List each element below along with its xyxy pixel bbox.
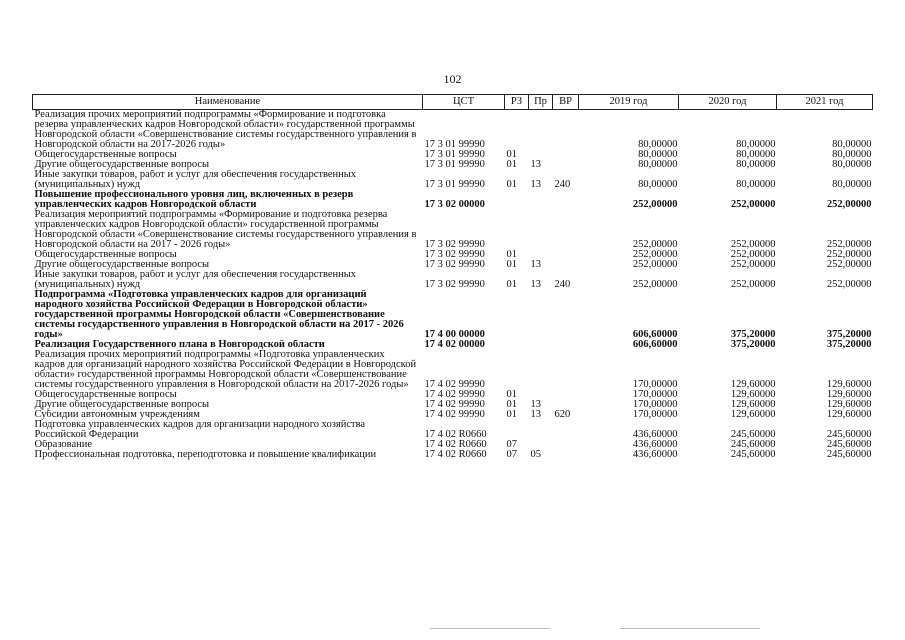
budget-table <box>32 94 873 460</box>
cell-name: Реализация прочих мероприятий подпрограммы «Формирование и подготовка резерва управленческих кадров Новгородской области» государственной программы Новгородской области «Совершенствование системы государственного управления в Новгородской области на 2017-2026 годы» <box>34 109 417 150</box>
cell-pr <box>529 150 553 160</box>
cell-rz <box>505 210 529 250</box>
cell-y2019: 252,00000 <box>632 279 678 290</box>
cell-vr <box>553 440 579 450</box>
cell-y2019: 252,00000 <box>632 260 678 270</box>
table-row <box>33 420 873 440</box>
cell-name: Профессиональная подготовка, переподготовка и повышение квалификации <box>34 450 377 460</box>
cell-y2021: 252,00000 <box>826 260 872 270</box>
table-row <box>33 410 873 420</box>
cell-rz: 07 <box>506 440 517 450</box>
cell-y2020: 80,00000 <box>736 179 776 190</box>
cell-y2019: 170,00000 <box>632 410 678 420</box>
cell-vr <box>553 350 579 390</box>
cell-y2020: 252,00000 <box>730 250 776 260</box>
cell-y2019: 436,60000 <box>632 450 678 460</box>
header-cst: ЦСТ <box>423 95 505 110</box>
page-number: 102 <box>443 72 462 86</box>
cell-y2020: 129,60000 <box>730 379 776 390</box>
cell-vr <box>553 160 579 170</box>
cell-y2020: 80,00000 <box>736 160 776 170</box>
cell-vr <box>553 390 579 400</box>
cell-rz <box>505 420 529 440</box>
cell-y2021: 80,00000 <box>832 160 872 170</box>
cell-y2019: 436,60000 <box>632 440 678 450</box>
cell-rz: 01 <box>506 160 517 170</box>
cell-cst: 17 3 01 99990 <box>424 150 485 160</box>
cell-name: Иные закупки товаров, работ и услуг для обеспечения государственных (муниципальных) нужд <box>34 270 357 290</box>
cell-pr <box>529 420 553 440</box>
cell-name: Иные закупки товаров, работ и услуг для обеспечения государственных (муниципальных) нужд <box>34 170 357 190</box>
cell-rz: 01 <box>506 260 517 270</box>
cell-y2021: 375,20000 <box>826 340 872 350</box>
cell-y2021: 375,20000 <box>826 329 872 340</box>
cell-cst: 17 3 01 99990 <box>424 179 485 190</box>
scan-artifact <box>430 628 550 629</box>
cell-y2021: 252,00000 <box>826 250 872 260</box>
table-row <box>33 250 873 260</box>
cell-y2021: 129,60000 <box>826 400 872 410</box>
cell-cst: 17 4 02 R0660 <box>424 450 487 460</box>
cell-pr <box>529 390 553 400</box>
cell-y2019: 170,00000 <box>632 379 678 390</box>
cell-vr <box>553 110 579 151</box>
cell-y2019: 80,00000 <box>638 150 678 160</box>
cell-y2020: 129,60000 <box>730 410 776 420</box>
cell-vr <box>553 290 579 340</box>
cell-vr <box>553 340 579 350</box>
table-row <box>33 340 873 350</box>
cell-y2019: 80,00000 <box>638 139 678 150</box>
cell-y2021: 252,00000 <box>826 279 872 290</box>
table-row <box>33 270 873 290</box>
cell-rz <box>505 110 529 151</box>
cell-y2020: 245,60000 <box>730 429 776 440</box>
cell-y2019: 80,00000 <box>638 179 678 190</box>
cell-y2021: 80,00000 <box>832 139 872 150</box>
table-row <box>33 450 873 460</box>
cell-y2019: 170,00000 <box>632 390 678 400</box>
cell-name: Общегосударственные вопросы <box>34 250 177 260</box>
cell-rz: 01 <box>506 179 517 190</box>
cell-cst: 17 4 02 00000 <box>424 340 485 350</box>
cell-pr: 13 <box>530 260 541 270</box>
cell-y2021: 129,60000 <box>826 410 872 420</box>
table-row <box>33 440 873 450</box>
cell-name: Реализация прочих мероприятий подпрограммы «Подготовка управленческих кадров для организаций народного хозяйства Российской Федерации в Новгородской области» государственной программы Новгородской области «Совершенствование системы государственного управления в Новгородской области на 2017-2026 годы» <box>34 350 417 390</box>
header-rz: РЗ <box>505 95 529 110</box>
cell-y2020: 252,00000 <box>730 260 776 270</box>
cell-rz: 01 <box>506 410 517 420</box>
cell-pr: 05 <box>530 450 541 460</box>
cell-name: Реализация мероприятий подпрограммы «Формирование и подготовка резерва управленческих кадров Новгородской области» государственной программы Новгородской области «Совершенствование системы государственного управления в Новгородской области на 2017 - 2026 годы» <box>34 210 417 250</box>
cell-y2019: 436,60000 <box>632 429 678 440</box>
cell-vr <box>553 190 579 210</box>
cell-rz <box>505 290 529 340</box>
cell-rz: 01 <box>506 279 517 290</box>
cell-y2020: 252,00000 <box>730 239 776 250</box>
cell-y2019: 170,00000 <box>632 400 678 410</box>
cell-y2019: 252,00000 <box>632 250 678 260</box>
table-row <box>33 150 873 160</box>
table-row <box>33 290 873 340</box>
cell-name: Субсидии автономным учреждениям <box>34 410 200 420</box>
cell-cst: 17 3 02 00000 <box>424 199 485 210</box>
cell-y2019: 80,00000 <box>638 160 678 170</box>
cell-pr <box>529 210 553 250</box>
table-header-row <box>33 95 873 110</box>
cell-pr <box>529 110 553 151</box>
cell-pr: 13 <box>530 160 541 170</box>
cell-y2021: 252,00000 <box>826 199 872 210</box>
cell-y2021: 245,60000 <box>826 440 872 450</box>
cell-cst: 17 3 02 99990 <box>424 250 485 260</box>
cell-pr <box>529 290 553 340</box>
cell-vr: 240 <box>554 279 571 290</box>
table-body <box>33 110 873 461</box>
cell-y2020: 252,00000 <box>730 279 776 290</box>
table-row <box>33 110 873 151</box>
cell-y2019: 252,00000 <box>632 199 678 210</box>
cell-y2020: 252,00000 <box>730 199 776 210</box>
cell-rz: 01 <box>506 390 517 400</box>
cell-pr <box>529 350 553 390</box>
cell-vr <box>553 150 579 160</box>
cell-y2020: 129,60000 <box>730 400 776 410</box>
cell-y2020: 245,60000 <box>730 440 776 450</box>
header-2021: 2021 год <box>777 95 873 110</box>
cell-y2020: 375,20000 <box>730 329 776 340</box>
cell-rz: 01 <box>506 250 517 260</box>
cell-rz <box>505 340 529 350</box>
header-name: Наименование <box>33 95 423 110</box>
table-row <box>33 390 873 400</box>
cell-vr <box>553 420 579 440</box>
cell-name: Подпрограмма «Подготовка управленческих кадров для организаций народного хозяйства Российской Федерации в Новгородской области» государственной программы Новгородской области «Совершенствование системы государственного управления в Новгородской области на 2017 - 2026 годы» <box>34 290 404 340</box>
cell-y2021: 245,60000 <box>826 450 872 460</box>
cell-name: Другие общегосударственные вопросы <box>34 160 210 170</box>
header-2019: 2019 год <box>579 95 679 110</box>
table-row <box>33 190 873 210</box>
cell-pr <box>529 190 553 210</box>
cell-cst: 17 4 00 00000 <box>424 329 485 340</box>
cell-rz: 01 <box>506 400 517 410</box>
cell-vr <box>553 250 579 260</box>
cell-y2019: 606,60000 <box>632 340 678 350</box>
cell-vr <box>553 260 579 270</box>
cell-vr <box>553 450 579 460</box>
cell-name: Повышение профессионального уровня лиц, включенных в резерв управленческих кадров Новгородской области <box>34 190 354 210</box>
cell-cst: 17 3 02 99990 <box>424 279 485 290</box>
cell-rz: 01 <box>506 150 517 160</box>
cell-vr: 240 <box>554 179 571 190</box>
table-row <box>33 400 873 410</box>
cell-cst: 17 3 01 99990 <box>424 160 485 170</box>
cell-y2019: 606,60000 <box>632 329 678 340</box>
cell-pr <box>529 250 553 260</box>
cell-y2021: 245,60000 <box>826 429 872 440</box>
cell-y2020: 129,60000 <box>730 390 776 400</box>
cell-cst: 17 4 02 R0660 <box>424 440 487 450</box>
cell-y2019: 252,00000 <box>632 239 678 250</box>
cell-pr <box>529 440 553 450</box>
header-2020: 2020 год <box>679 95 777 110</box>
cell-cst: 17 3 02 99990 <box>424 260 485 270</box>
cell-vr <box>553 400 579 410</box>
table-row <box>33 260 873 270</box>
cell-rz <box>505 350 529 390</box>
cell-name: Образование <box>34 440 93 450</box>
cell-y2021: 252,00000 <box>826 239 872 250</box>
scan-artifact <box>620 628 760 629</box>
cell-y2020: 245,60000 <box>730 450 776 460</box>
cell-cst: 17 3 01 99990 <box>424 139 485 150</box>
cell-name: Реализация Государственного плана в Новгородской области <box>34 340 325 350</box>
cell-y2020: 375,20000 <box>730 340 776 350</box>
cell-name: Другие общегосударственные вопросы <box>34 400 210 410</box>
cell-y2021: 129,60000 <box>826 379 872 390</box>
table-row <box>33 170 873 190</box>
cell-y2020: 80,00000 <box>736 139 776 150</box>
cell-y2021: 80,00000 <box>832 150 872 160</box>
cell-name: Общегосударственные вопросы <box>34 390 177 400</box>
cell-rz <box>505 190 529 210</box>
cell-y2020: 80,00000 <box>736 150 776 160</box>
cell-pr: 13 <box>530 279 541 290</box>
table-row <box>33 210 873 250</box>
cell-cst: 17 4 02 99990 <box>424 410 485 420</box>
table-row <box>33 160 873 170</box>
cell-cst: 17 3 02 99990 <box>424 239 485 250</box>
cell-cst: 17 4 02 R0660 <box>424 429 487 440</box>
cell-cst: 17 4 02 99990 <box>424 390 485 400</box>
cell-name: Другие общегосударственные вопросы <box>34 260 210 270</box>
cell-cst: 17 4 02 99990 <box>424 379 485 390</box>
cell-pr: 13 <box>530 400 541 410</box>
cell-pr: 13 <box>530 410 541 420</box>
header-vr: ВР <box>553 95 579 110</box>
cell-name: Подготовка управленческих кадров для организации народного хозяйства Российской Федерации <box>34 420 366 440</box>
cell-vr: 620 <box>554 410 571 420</box>
cell-pr: 13 <box>530 179 541 190</box>
header-pr: Пр <box>529 95 553 110</box>
cell-y2021: 129,60000 <box>826 390 872 400</box>
cell-rz: 07 <box>506 450 517 460</box>
cell-y2021: 80,00000 <box>832 179 872 190</box>
cell-vr <box>553 210 579 250</box>
cell-pr <box>529 340 553 350</box>
table-row <box>33 350 873 390</box>
cell-name: Общегосударственные вопросы <box>34 150 177 160</box>
cell-cst: 17 4 02 99990 <box>424 400 485 410</box>
